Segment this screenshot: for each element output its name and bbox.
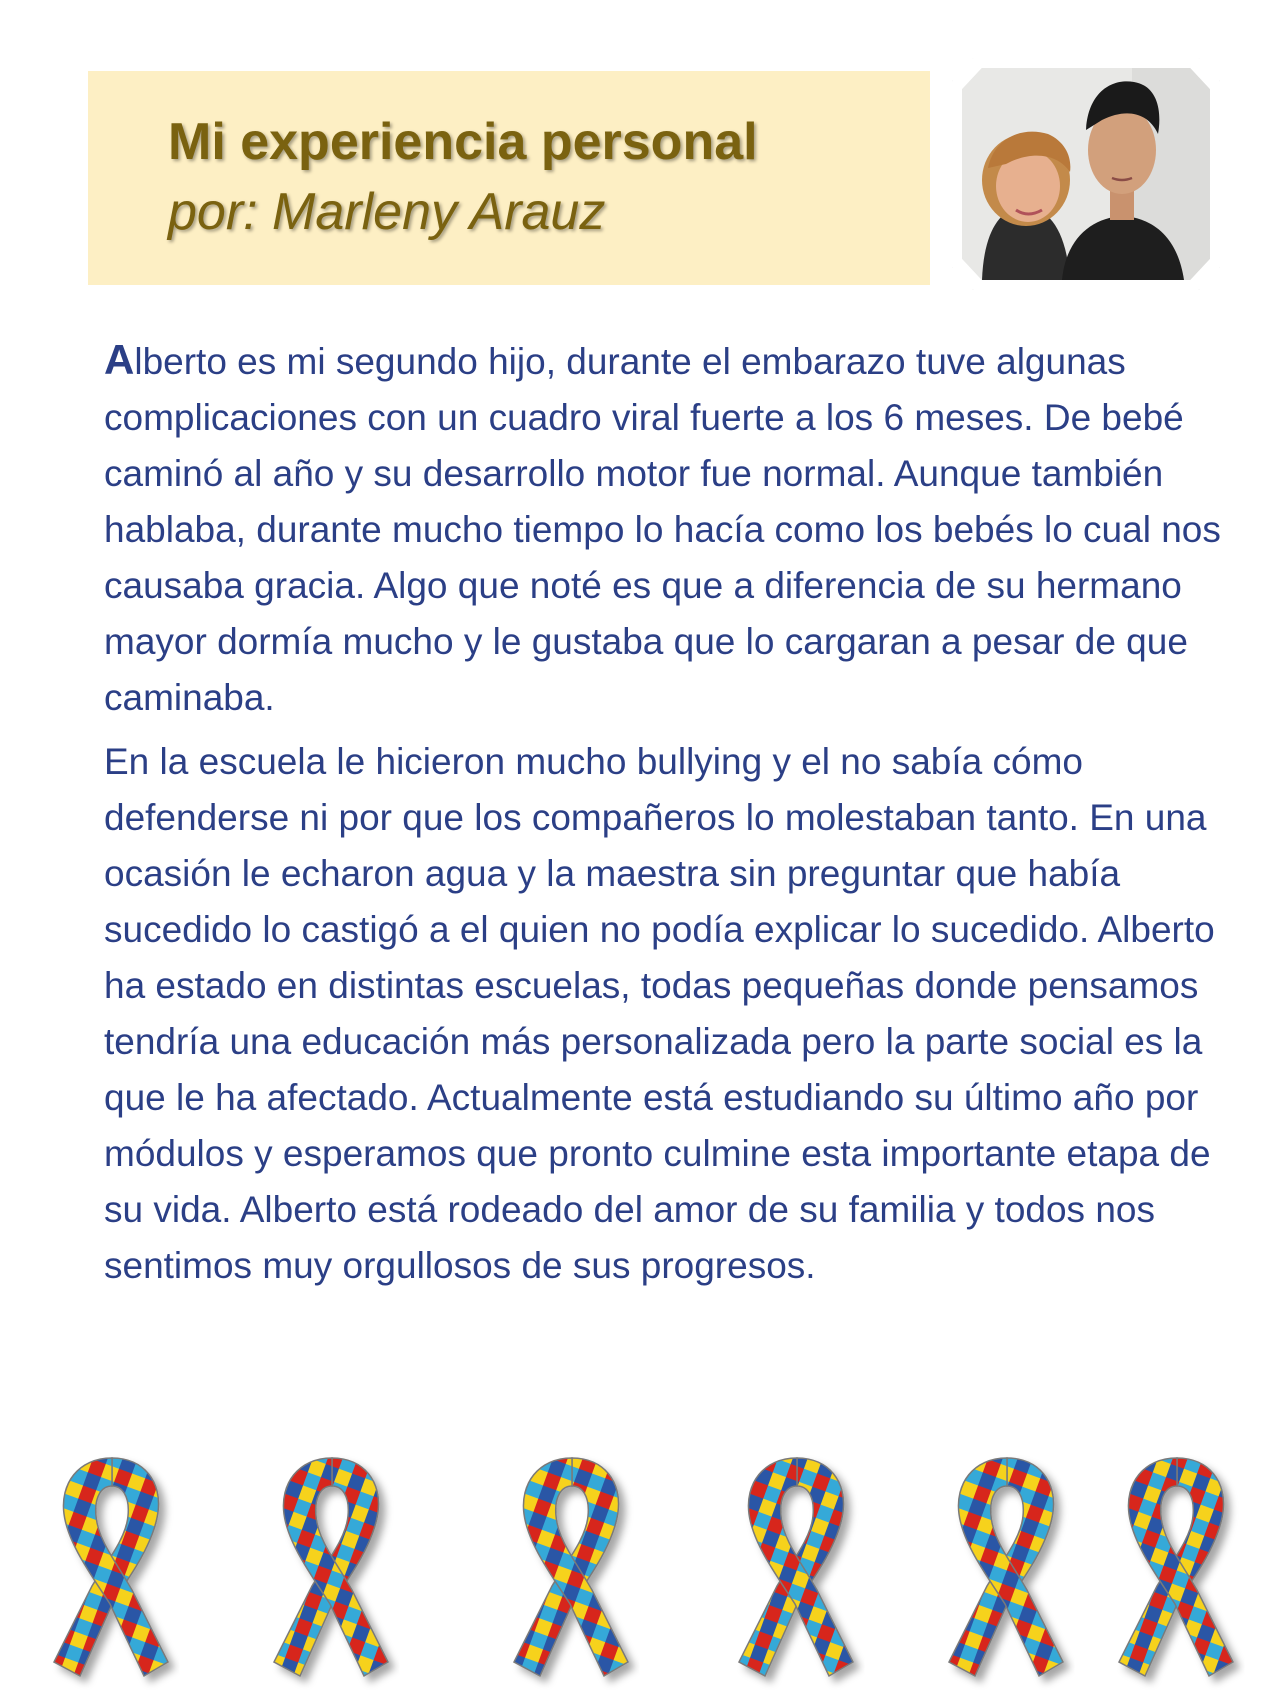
ribbon-svg — [40, 1440, 190, 1690]
ribbon-svg — [1105, 1440, 1255, 1690]
header-banner — [88, 71, 930, 285]
portrait-photo-icon — [962, 68, 1210, 280]
paragraph-2: En la escuela le hicieron mucho bullying y el no sabía cómo defenderse ni por que los compañeros lo molestaban tanto. En una ocasión le echaron agua y la maestra sin preguntar que había sucedido lo castigó a el quien no podía explicar lo sucedido. Alberto ha estado en distintas escuelas, todas pequeñas donde pensamos tendría una educación más personalizada pero la parte social es la que le ha afectado. Actualmente está estudiando su último año por módulos y esperamos que pronto culmine esta importante etapa de su vida. Alberto está rodeado del amor de su familia y todos nos sentimos muy orgullosos de sus progresos. — [104, 741, 1215, 1286]
author-byline: por: Marleny Arauz — [168, 183, 606, 241]
ribbon-svg — [260, 1440, 410, 1690]
ribbon-svg — [500, 1440, 650, 1690]
paragraph-1-text: lberto es mi segundo hijo, durante el embarazo tuve algunas complicaciones con un cuadro viral fuerte a los 6 meses. De bebé caminó al año y su desarrollo motor fue normal. Aunque también hablaba, durante mucho tiempo lo hacía como los bebés lo cual nos causaba gracia. Algo que noté es que a diferencia de su hermano mayor dormía mucho y le gustaba que lo cargaran a pesar de que caminaba. — [104, 341, 1221, 718]
drop-cap: A — [104, 336, 135, 383]
page-title: Mi experiencia personal — [168, 113, 758, 171]
autism-puzzle-ribbon-icon — [500, 1440, 650, 1690]
autism-puzzle-ribbon-icon — [40, 1440, 190, 1690]
autism-puzzle-ribbon-icon — [1105, 1440, 1255, 1690]
paragraph-1 — [104, 332, 1254, 726]
autism-puzzle-ribbon-icon — [725, 1440, 875, 1690]
portrait-photo-frame — [952, 58, 1220, 290]
autism-puzzle-ribbon-icon — [935, 1440, 1085, 1690]
portrait-photo — [962, 68, 1210, 280]
ribbon-svg — [935, 1440, 1085, 1690]
autism-puzzle-ribbon-icon — [260, 1440, 410, 1690]
ribbon-svg — [725, 1440, 875, 1690]
ribbon-row — [0, 1440, 1280, 1700]
article-body — [104, 332, 1254, 1294]
